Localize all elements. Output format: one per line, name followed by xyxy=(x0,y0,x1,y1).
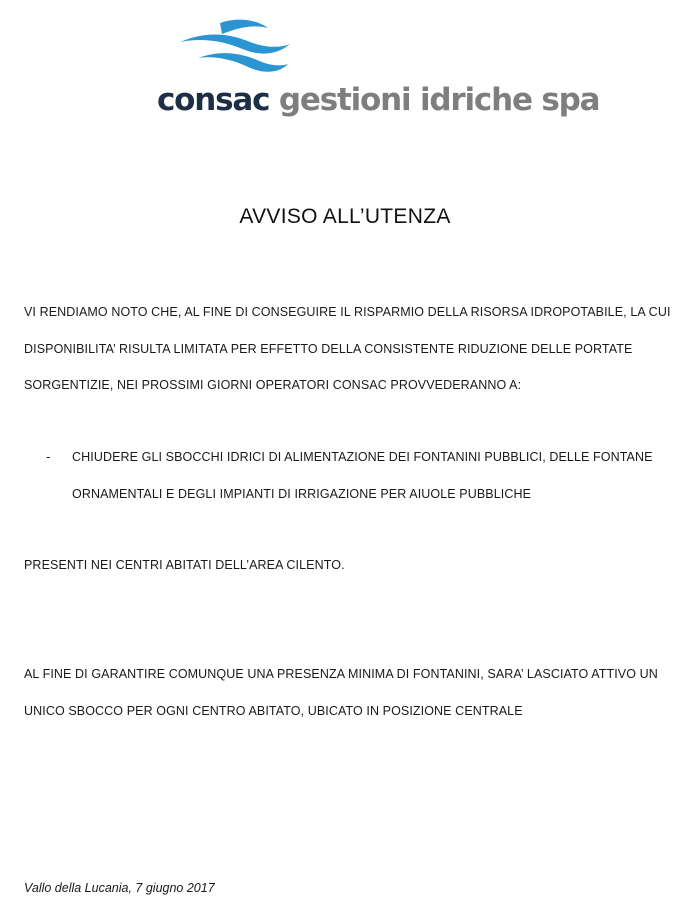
intro-line-2: DISPONIBILITA’ RISULTA LIMITATA PER EFFETTO DELLA CONSISTENTE RIDUZIONE DELLE PORTATE xyxy=(24,342,633,356)
place-date: Vallo della Lucania, 7 giugno 2017 xyxy=(24,881,215,895)
intro-line-3: SORGENTIZIE, NEI PROSSIMI GIORNI OPERATORI CONSAC PROVVEDERANNO A: xyxy=(24,378,522,392)
bullet-line-2: ORNAMENTALI E DEGLI IMPIANTI DI IRRIGAZIONE PER AIUOLE PUBBLICHE xyxy=(72,487,532,501)
notice-title: AVVISO ALL’UTENZA xyxy=(239,205,451,228)
bullet-marker: - xyxy=(46,449,51,464)
logo-wordmark xyxy=(157,80,599,120)
company-logo xyxy=(0,0,690,130)
closing-line-2: UNICO SBOCCO PER OGNI CENTRO ABITATO, UBICATO IN POSIZIONE CENTRALE xyxy=(24,704,523,718)
logo-brand-primary: consac xyxy=(157,82,270,118)
logo-brand-secondary: gestioni idriche spa xyxy=(269,82,600,118)
closing-line-1: AL FINE DI GARANTIRE COMUNQUE UNA PRESENZA MINIMA DI FONTANINI, SARA’ LASCIATO ATTIVO UN xyxy=(24,667,658,681)
water-waves-icon xyxy=(176,18,292,80)
bullet-line-1: CHIUDERE GLI SBOCCHI IDRICI DI ALIMENTAZIONE DEI FONTANINI PUBBLICI, DELLE FONTANE xyxy=(72,450,653,464)
presence-line: PRESENTI NEI CENTRI ABITATI DELL’AREA CILENTO. xyxy=(24,558,345,572)
intro-line-1: VI RENDIAMO NOTO CHE, AL FINE DI CONSEGUIRE IL RISPARMIO DELLA RISORSA IDROPOTABILE, LA CUI xyxy=(24,305,671,319)
